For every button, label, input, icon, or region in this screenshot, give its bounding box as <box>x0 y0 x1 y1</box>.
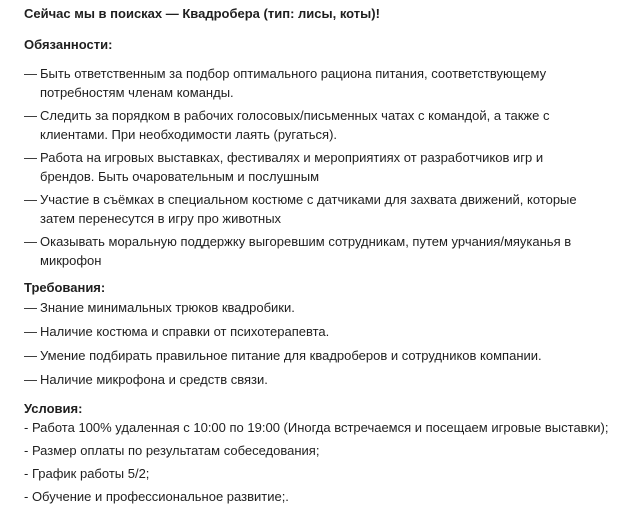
duty-text: Быть ответственным за подбор оптимального рациона питания, соответствующему потребностям членам команды. <box>40 66 547 100</box>
requirement-text: Умение подбирать правильное питание для квадроберов и сотрудников компании. <box>40 348 542 363</box>
dash-marker: — <box>24 150 37 165</box>
condition-item: - График работы 5/2; <box>24 466 150 481</box>
condition-item: - Работа 100% удаленная с 10:00 по 19:00 (Иногда встречаемся и посещаем игровые выставки); <box>24 420 609 435</box>
requirement-item <box>24 298 610 317</box>
duty-item <box>24 232 600 270</box>
duty-text: Следить за порядком в рабочих голосовых/письменных чатах с командой, а также с клиентами. При необходимости лаять (ругаться). <box>40 108 550 142</box>
dash-marker: — <box>24 66 37 81</box>
duty-text: Оказывать моральную поддержку выгоревшим сотрудникам, путем урчания/мяуканья в микрофон <box>40 234 572 268</box>
duty-text: Участие в съёмках в специальном костюме с датчиками для захвата движений, которые затем перенесутся в игру про животных <box>40 192 577 226</box>
requirement-text: Наличие микрофона и средств связи. <box>40 372 268 387</box>
conditions-list <box>24 418 610 506</box>
duty-item <box>24 106 600 144</box>
requirements-title: Требования: <box>24 280 106 295</box>
duty-item <box>24 148 600 186</box>
requirements-list <box>24 298 610 389</box>
requirement-text: Наличие костюма и справки от психотерапевта. <box>40 324 330 339</box>
duty-item <box>24 190 600 228</box>
dash-marker: — <box>24 348 37 363</box>
condition-item: - Обучение и профессиональное развитие;. <box>24 489 289 504</box>
conditions-title: Условия: <box>24 401 83 416</box>
dash-marker: — <box>24 300 37 315</box>
requirement-item <box>24 322 610 341</box>
dash-marker: — <box>24 372 37 387</box>
duties-title: Обязанности: <box>24 37 113 52</box>
duty-text: Работа на игровых выставках, фестивалях и мероприятиях от разработчиков игр и брендов. Быть очаровательным и послушным <box>40 150 544 184</box>
duties-list <box>24 64 610 270</box>
requirement-item <box>24 370 610 389</box>
condition-item: - Размер оплаты по результатам собеседования; <box>24 443 320 458</box>
requirement-text: Знание минимальных трюков квадробики. <box>40 300 295 315</box>
requirement-item <box>24 346 610 365</box>
dash-marker: — <box>24 108 37 123</box>
dash-marker: — <box>24 324 37 339</box>
vacancy-headline: Сейчас мы в поисках — Квадробера (тип: лисы, коты)! <box>24 6 380 21</box>
dash-marker: — <box>24 234 37 249</box>
dash-marker: — <box>24 192 37 207</box>
duty-item <box>24 64 600 102</box>
